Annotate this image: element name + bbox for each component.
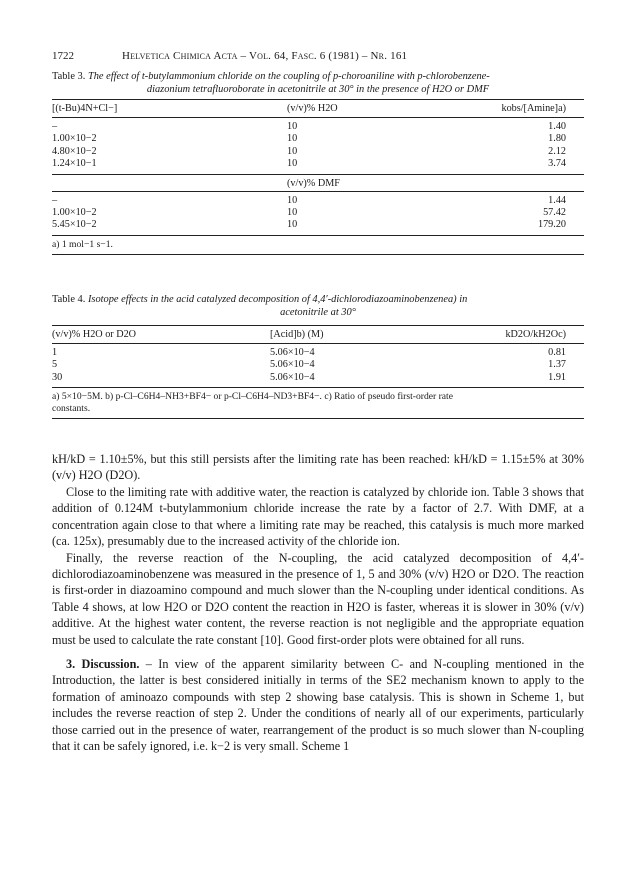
table-cell: 5.45×10−2 [52,219,287,235]
table4-header-row [52,325,584,343]
table4-footnote-line1: a) 5×10−5M. b) p-Cl–C6H4–NH3+BF4− or p-Cl–C6H4–ND3+BF4−. c) Ratio of pseudo first-order rate [52,391,453,403]
table-row [52,219,584,235]
table3-col-dmf-header: (v/v)% DMF [287,174,462,191]
paragraph-2: Close to the limiting rate with additive water, the reaction is catalyzed by chloride ion. Table 3 shows that addition of 0.124M t-butylammonium chloride increase the rate by a factor of 2.7. With DMF, at a concentration again close to that where a limiting rate may be reached, this catalysis is much more marked (ca. 125x), presumably due to the increased activity of the chloride ion. [52,484,584,549]
table-row [52,372,584,388]
journal-citation: Helvetica Chimica Acta – Vol. 64, Fasc. 6 (1981) – Nr. 161 [122,50,408,62]
paragraph-4 [52,656,584,754]
table3-title-line1: The effect of t-butylammonium chloride on the coupling of p-choroaniline with p-chlorobenzene- [87,71,490,82]
table3-caption-line1 [52,70,584,83]
table4-col-percent-header: (v/v)% H2O or D2O [52,325,270,343]
table-cell: 30 [52,372,270,388]
table-cell: – [52,194,58,206]
table4-col-acid-header: [Acid]b) (M) [270,325,454,343]
table3-dmf-subheader-row [52,174,584,191]
paragraph-1: kH/kD = 1.10±5%, but this still persists after the limiting rate has been reached: kH/kD = 1.15±5% at 30% (v/v) H2O (D2O). [52,452,584,483]
table-cell: 10 [287,145,298,157]
table-cell: 3.74 [548,158,566,170]
table3-label: Table 3. [52,71,86,82]
table-cell: 5 [52,359,58,371]
table-cell: 57.42 [543,207,566,219]
table3-col-water-header: (v/v)% H2O [287,100,462,118]
table-cell: 5.06×10−4 [270,372,454,388]
table-cell: – [52,121,58,132]
table-row [52,207,584,219]
table-cell: 1 [52,346,58,358]
table-cell: 10 [287,121,298,132]
table-cell: 10 [287,133,298,145]
table-cell: 1.24×10−1 [52,158,97,170]
table4-footnote [52,388,584,419]
table-row [52,133,584,145]
table-row [52,158,584,174]
table3-col-concentration-header: [(t-Bu)4N+Cl−] [52,100,287,118]
table3-caption [52,70,584,96]
table3-col-rate-header: kobs/[Amine]a) [462,100,584,118]
table3-title-line2: diazonium tetrafluoroborate in acetonitrile at 30° in the presence of H2O or DMF [146,84,490,95]
table4-footnote-line2: constants. [52,403,91,415]
table-cell: 1.37 [548,359,566,371]
table-cell: 1.00×10−2 [52,207,97,219]
table-row [52,118,584,134]
table-cell: 1.40 [548,121,566,132]
journal-page [52,50,584,754]
paragraph-3: Finally, the reverse reaction of the N-coupling, the acid catalyzed decomposition of 4,4′-dichlorodiazoaminobenzene was measured in the presence of 1, 5 and 30% (v/v) H2O or D2O. The reaction is first-order in diazoamino compound and much slower than the N-coupling under identical conditions. As Table 4 shows, at low H2O or D2O content the reaction in H2O is faster, whereas it is slower in 30% (v/v) additive. At the highest water content, the reverse reaction is not negligible and the appropriate equation must be used to calculate the rate constant [10]. Good first-order plots were obtained for all runs. [52,550,584,647]
table-cell: 1.00×10−2 [52,133,97,145]
table4-title-line2: acetonitrile at 30° [280,306,356,318]
table-row [52,191,584,207]
table-cell: 0.81 [548,346,566,358]
page-number: 1722 [52,50,74,62]
table3-header-row [52,100,584,118]
table-cell: 1.80 [548,133,566,145]
table-cell: 10 [287,219,462,235]
table-cell: 5.06×10−4 [270,359,315,371]
table-cell: 1.44 [548,194,566,206]
table-row [52,343,584,359]
table3 [52,99,584,236]
table-cell: 10 [287,158,298,170]
paragraph-4-text: – In view of the apparent similarity between C- and N-coupling mentioned in the Introduction, the latter is best considered initially in terms of the SE2 mechanism known to apply to the formation of aminoazo compounds with step 2 showing base catalysis. This is shown in Scheme 1, but includes the reverse reaction of step 2. Under the conditions of nearly all of our experiments, particularly those carried out in the presence of water, rearrangement of the product is so much slower than N-coupling that it can be safely ignored, i.e. k−2 is very small. Scheme 1 [52,656,584,753]
table-row [52,359,584,371]
table4 [52,325,584,388]
table-cell: 5.06×10−4 [270,346,315,358]
table4-title-line1: Isotope effects in the acid catalyzed decomposition of 4,4′-dichlorodiazoaminobenzenea) in [87,293,468,305]
table-cell: 2.12 [548,145,566,157]
section-heading-discussion: 3. Discussion. [66,656,140,671]
table-cell: 10 [287,207,298,219]
table-cell: 4.80×10−2 [52,145,97,157]
table-row [52,146,584,158]
table-cell: 179.20 [462,219,584,235]
table3-footnote: a) 1 mol−1 s−1. [52,236,584,255]
running-header [52,50,584,68]
table4-caption [52,293,584,319]
table4-col-ratio-header: kD2O/kH2Oc) [454,325,584,343]
table-cell: 1.91 [454,372,584,388]
table-cell: 10 [287,194,298,206]
body-text [52,451,584,754]
table4-label: Table 4. [52,293,86,305]
